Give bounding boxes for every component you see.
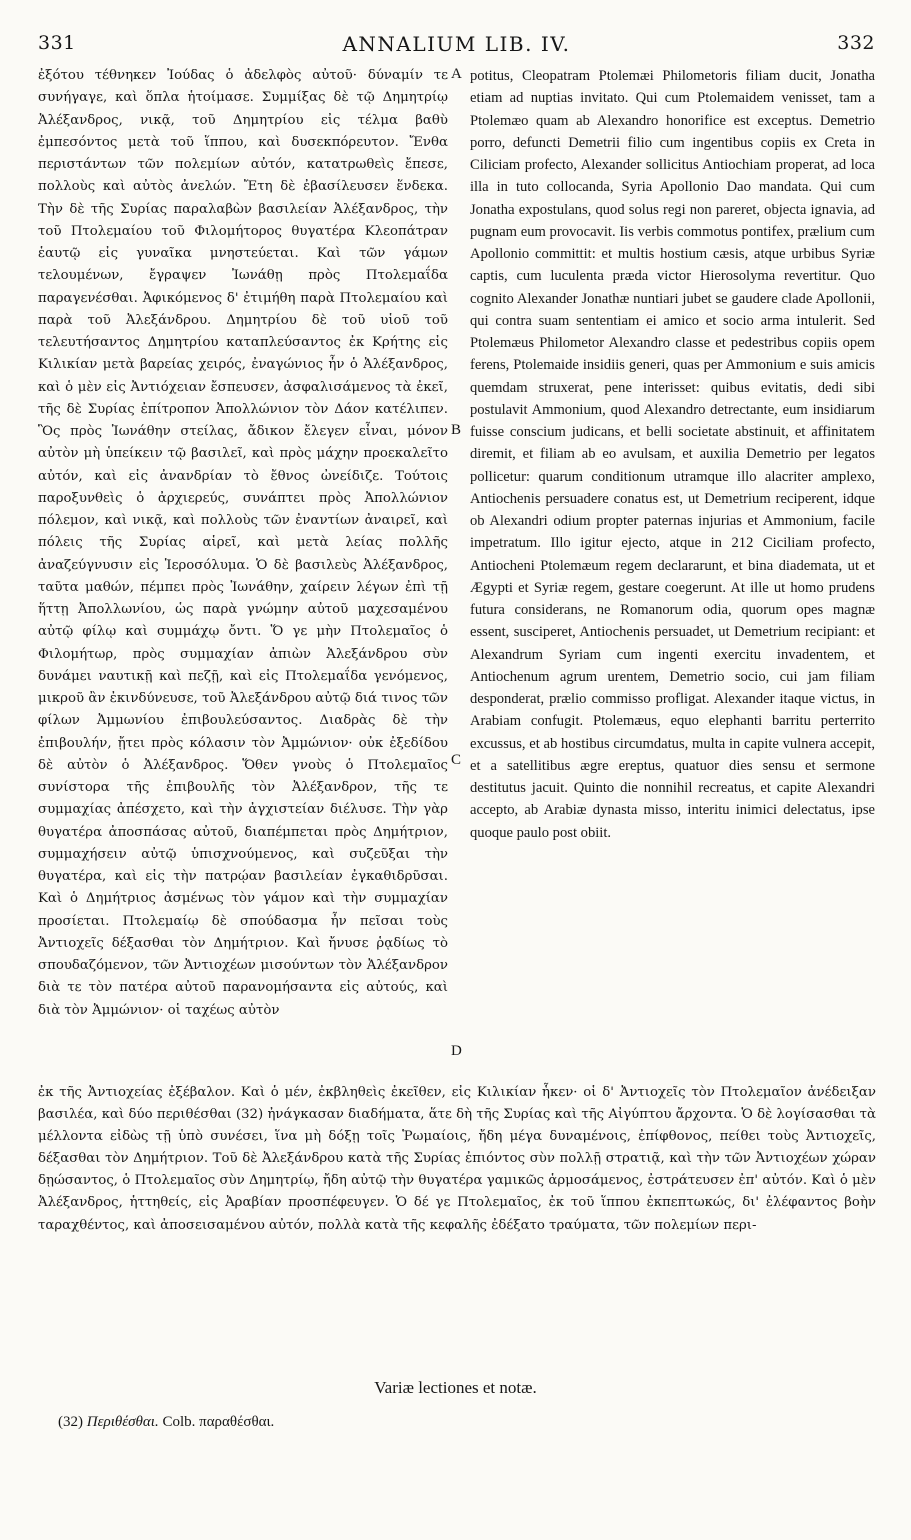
margin-marker-d: D [451,1043,462,1059]
greek-column-text: ἐξότου τέθνηκεν Ἰούδας ὁ ἀδελφὸς αὐτοῦ· δύναμίν τε συνήγαγε, καὶ ὅπλα ἡτοίμασε. Συμμίξας δὲ τῷ Δημητρίῳ Ἀλέξανδρος, νικᾷ, τοῦ Δημητρίου εἰς τέλμα βαθὺ ἐμπεσόντος μετὰ τοῦ ἵππου, καὶ δυσεκπόρευτον. Ἔνθα περιστάντων τῶν πολεμίων αὐτόν, κατατρωθεὶς ἔπεσε, πολλοὺς καὶ αὐτὸς ἀνελών. Ἔτη δὲ ἐβασίλευσεν ἕνδεκα. Τὴν δὲ τῆς Συρίας παραλαβὼν βασιλείαν Ἀλέξανδρος, τὴν τοῦ Πτολεμαίου τοῦ Φιλομήτορος θυγατέρα Κλεοπάτραν ἑαυτῷ εἰς γυναῖκα μνηστεύεται. Καὶ τῶν γάμων τελουμένων, ἔγραψεν Ἰωνάθῃ πρὸς Πτολεμαΐδα παραγενέσθαι. Ἀφικόμενος δ' ἐτιμήθη παρὰ Πτολεμαίου καὶ παρὰ τοῦ Ἀλεξάνδρου. Δημητρίου δὲ τοῦ υἱοῦ τοῦ τελευτήσαντος Δημητρίου καταπλεύσαντος ἐκ Κρήτης εἰς Κιλικίαν μετὰ βαρείας χειρός, ἐναγώνιος ἦν ὁ Ἀλέξανδρος, καὶ ὁ μὲν εἰς Ἀντιόχειαν ἔσπευσεν, ἀσφαλισάμενος τὰ ἐκεῖ, τῆς δὲ Συρίας ἐπίτροπον Ἀπολλώνιον τὸν Δάον κατέλιπεν. Ὃς πρὸς Ἰωνάθην στείλας, ἄδικον ἔλεγεν εἶναι, μόνον αὐτὸν μὴ ὑπείκειν τῷ βασιλεῖ, καὶ πρὸς μάχην προεκαλεῖτο αὐτόν, καὶ εἰς ἀνανδρίαν τὸ ἔθνος ὠνείδιζε. Τούτοις παροξυνθεὶς ὁ ἀρχιερεύς, συνάπτει πρὸς Ἀπολλώνιον πόλεμον, καὶ νικᾷ, καὶ πολλοὺς τῶν ἐναντίων ἀναιρεῖ, καὶ πόλεις τῆς Συρίας αἱρεῖ, καὶ μετὰ λείας πολλῆς ἀναζεύγνυσιν εἰς Ἱεροσόλυμα. Ὁ δὲ βασιλεὺς Ἀλέξανδρος, ταῦτα μαθών, πέμπει πρὸς Ἰωνάθην, χαίρειν λέγων ἐπὶ τῇ ἥττῃ Ἀπολλωνίου, ὡς παρὰ γνώμην αὐτοῦ μαχεσαμένου αὐτῷ φίλῳ καὶ συμμάχῳ ὄντι. Ὅ γε μὴν Πτολεμαῖος ὁ Φιλομήτωρ, πρὸς συμμαχίαν ἀπιὼν Ἀλεξάνδρου σὺν δυνάμει ναυτικῇ καὶ πεζῇ, καὶ εἰς Πτολεμαΐδα γενόμενος, μικροῦ ἂν ἐκινδύνευσε, τοῦ Ἀλεξάνδρου αὐτῷ διά τινος τῶν φίλων Ἀμμωνίου ἐπιβουλεύσαντος. Διαδρὰς δὲ τὴν ἐπιβουλήν, ᾔτει πρὸς κόλασιν τὸν Ἀμμώνιον· οὐκ ἐξεδίδου δὲ αὐτὸν ὁ Ἀλέξανδρος. Ὅθεν γνοὺς ὁ Πτολεμαῖος συνίστορα τῆς ἐπιβουλῆς τὸν Ἀλέξανδρον, τῆς τε συμμαχίας ἀπέσχετο, καὶ τὴν ἀγχιστείαν διέλυσε. Τὴν γὰρ θυγατέρα ἀποσπάσας αὐτοῦ, διαπέμπεται πρὸς Δημήτριον, συμμαχήσειν αὐτῷ ὑπισχνούμενος, καὶ συζεῦξαι τὴν θυγατέρα, καὶ εἰς τὴν πατρῴαν βασιλείαν ἐγκαθιδρῦσαι. Καὶ ὁ Δημήτριος ἀσμένως τὸν γάμον καὶ τὴν συμμαχίαν προσίεται. Πτολεμαίῳ δὲ σπούδασμα ἦν πεῖσαι τοὺς Ἀντιοχεῖς δέξασθαι τὸν Δημήτριον. Καὶ ἤνυσε ῥᾳδίως τὸ σπουδαζόμενον, τῶν Ἀντιοχέων μισούντων τὸν Ἀλέξανδρον διὰ τε τὸν πατέρα αὐτοῦ παρανομήσαντα εἰς αὐτούς, καὶ διὰ τὸν Ἀμμώνιον· οἱ ταχέως αὐτὸν [38,68,448,1018]
footnote-number: (32) [58,1414,83,1430]
margin-marker-c: C [451,752,462,768]
greek-column [38,65,448,1022]
page-number-left: 331 [38,32,76,54]
latin-column [470,65,875,844]
page-header [38,28,875,62]
margin-marker-a: A [451,66,462,82]
greek-continuation-text: ἐκ τῆς Ἀντιοχείας ἐξέβαλον. Καὶ ὁ μέν, ἐκβληθεὶς ἐκεῖθεν, εἰς Κιλικίαν ἧκεν· οἱ δ' Ἀντιοχεῖς τὸν Πτολεμαῖον ἀνέδειξαν βασιλέα, καὶ δύο περιθέσθαι (32) ἠνάγκασαν διαδήματα, ἅτε δὴ τῆς Συρίας καὶ τῆς Αἰγύπτου ἄρχοντα. Ὁ δὲ λογίσασθαι τὰ μέλλοντα εἰδὼς τῇ ὑπὸ συνέσει, ἵνα μὴ δόξῃ τοῖς Ῥωμαίοις, ἤδη μέγα δυναμένοις, ἐπίφθονος, πείθει τοὺς Ἀντιοχεῖς, δέξασθαι τὸν Δημήτριον. Τοῦ δὲ Ἀλεξάνδρου κατὰ τῆς Συρίας ἐπιόντος σὺν πολλῇ στρατιᾷ, καὶ τὴν τῶν Ἀντιοχέων χώραν δῃώσαντος, ὁ Πτολεμαῖος σὺν Δημητρίῳ, ἤδη αὐτῷ τὴν θυγατέρα γαμικῶς ἁρμοσάμενος, ἐστράτευσεν ἐπ' αὐτόν. Καὶ ὁ μὲν Ἀλέξανδρος, ἡττηθείς, εἰς Ἀραβίαν προσπέφευγεν. Ὁ δέ γε Πτολεμαῖος, ἐκ τοῦ ἵππου ἐκπεπτωκώς, δι' ἐλέφαντος βοὴν ταραχθέντος, καὶ ἀποσεισαμένου αὐτόν, πολλὰ κατὰ τῆς κεφαλῆς ἐδέξατο τραύματα, τῶν πολεμίων περι- [38,1085,876,1233]
margin-marker-b: B [451,422,462,438]
footnote-variant: Colb. παραθέσθαι. [162,1414,275,1430]
notes-title: Variæ lectiones et notæ. [374,1378,537,1397]
greek-continuation [38,1082,876,1237]
running-title: ANNALIUM LIB. IV. [342,32,571,56]
page-number-right: 332 [837,32,875,54]
footnote [58,1414,274,1431]
latin-column-text: potitus, Cleopatram Ptolemæi Philometoris filiam ducit, Jonatha etiam ad nuptias invitato. Qui cum Ptolemaidem venisset, tam a Ptolemæo quam ab Alexandro honorifice est exceptus. Demetrio porro, defuncti Demetrii filio cum ingentibus copiis ex Creta in Ciliciam profecto, Alexander sollicitus Antiochiam properat, ad loca illa in tuto collocanda, Syria Apollonio Dao mandata. Qui cum Jonatha expostulans, quod solus regi non pareret, objecta ignavia, ad pugnam eum provocavit. Iis verbis commotus pontifex, prælium cum Apollonio committit: et multis hostium cæsis, atque urbibus Syriæ captis, cum luculenta præda victor Hierosolyma revertitur. Quo cognito Alexander Jonathæ nuntiari jubet se gaudere clade Apollonii, qui contra suam sententiam ei amico et socio arma intulerit. Sed Ptolemæus Philometor Alexandro classe et pedestribus copiis opem ferens, Ptolemaide insidiis generi, quas per Ammonium e suis amicis quemdam struxerat, pene interisset: quibus evitatis, dedi sibi postulavit Ammonium, quod Alexandro detrectante, eum insidiarum fuisse conscium judicans, et belli societate abstinuit, et affinitatem diremit, et filiam ab eo avulsam, et auxilia Demetrio per legatos pollicetur: quarum conditionum utramque illo alacriter amplexo, Antiochenis persuadere conatus est, ut Demetrium reciperent, idque ob Alexandri odium propter paternas injurias et Ammonium, facile impetratum. Illo igitur ejecto, atque in 212 Ciciliam profecto, Antiocheni Ptolemæum regem declararunt, et bina diademata, ut et Ægypti et Syriæ regem, gestare coegerunt. At ille ut homo prudens futura considerans, ne Romanorum odia, quorum opes magnæ essent, susciperet, Antiochenis persuadet, ut Demetrium recipiant: et Alexandrum Syriam cum ingenti exercitu invadentem, et Antiochenum agrum urentem, Demetrio socio, cui jam filiam desponderat, prælio commisso profligat. Alexander itaque victus, in Arabiam confugit. Ptolemæus, equo elephanti barritu perterrito excussus, et ab hostibus circumdatus, multa in capite vulnera accepit, et a satellitibus ægre ereptus, quatuor dies sensu et sermone destitutus jacuit. Quinto die nonnihil recreatus, et capite Alexandri accepto, ab Arabiæ dynasta misso, interitu inimici delectatus, ipse quoque paulo post obiit. [470,68,875,841]
footnote-word: Περιθέσθαι. [86,1414,159,1430]
